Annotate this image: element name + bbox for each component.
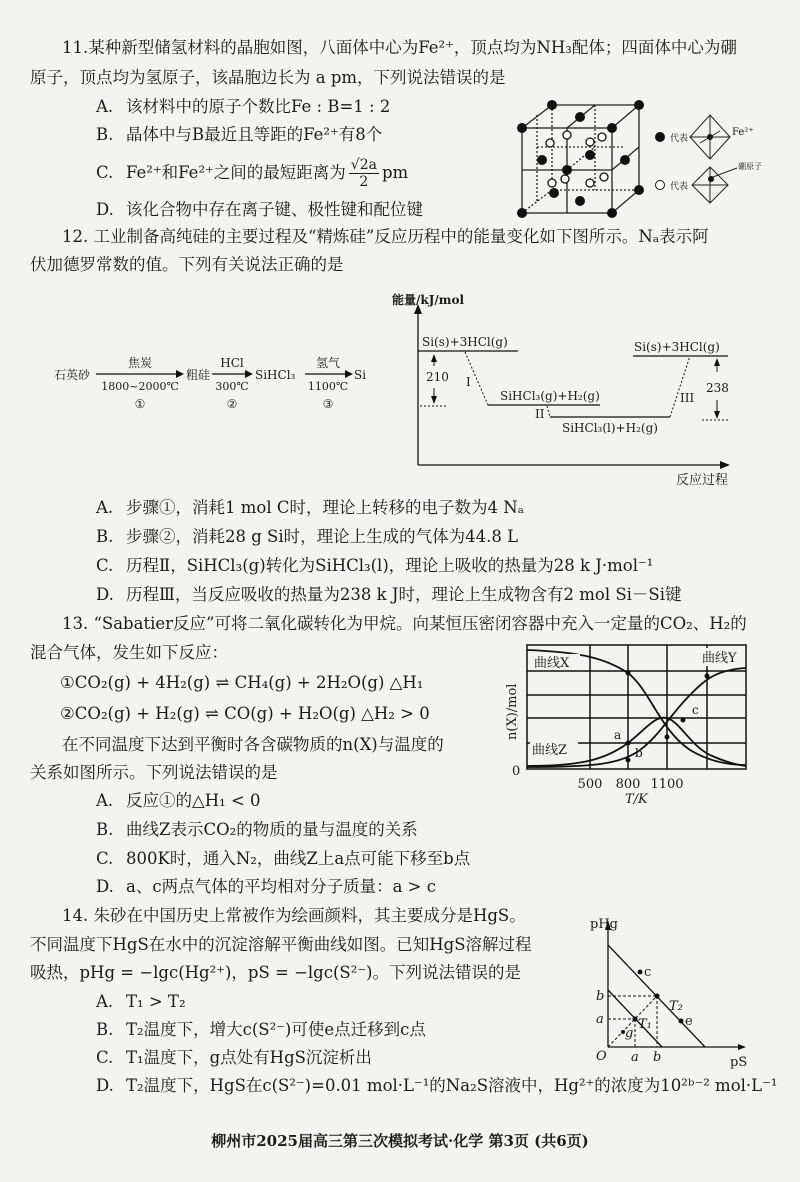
curve-y-label: 曲线Y [702,651,737,666]
curve-t1-label: T₁ [638,1017,652,1032]
energy-profile-diagram [390,290,750,490]
q14-stem-2: 不同温度下HgS在水中的沉淀溶解平衡曲线如图。已知HgS溶解过程 [30,935,532,954]
point-b-label: b [635,746,643,760]
q14-stem-3: 吸热，pHg = −lgc(Hg²⁺)，pS = −lgc(S²⁻)。下列说法错误的是 [30,963,521,982]
option-text: 历程Ⅲ，当反应吸收的热量为238 k J时，理论上生成物含有2 mol Si－Si键 [126,585,682,604]
q13-stem-3: 在不同温度下达到平衡时各含碳物质的n(X)与温度的 [62,735,444,754]
step-iii-label: III [680,391,695,405]
step3-number: ③ [322,397,334,411]
option-label: A. [96,97,114,116]
option-text: 该化合物中存在离子键、极性键和配位键 [126,200,423,219]
q13-stem-cont: 混合气体，发生如下反应： [30,643,228,662]
step1-condition: 1800~2000℃ [101,380,179,393]
x-tick-a: a [631,1050,639,1065]
crystal-cell-diagram [512,95,792,225]
legend-label: 代表 [670,134,689,144]
q12-option-c [96,555,653,577]
curve-z-label: 曲线Z [532,743,568,758]
option-label: A. [96,498,114,517]
step3-reagent: 氢气 [315,356,341,370]
q12-option-d [96,584,682,606]
page-footer: 柳州市2025届高三第三次模拟考试·化学 第3页 (共6页) [211,1132,589,1150]
scheme-sihcl3: SiHCl₃ [255,368,296,382]
option-text: 反应①的△H₁ < 0 [126,791,261,810]
q14-option-d [96,1075,777,1097]
scheme-crude-si: 粗硅 [186,368,211,382]
step-i-label: I [466,375,471,389]
x-tick-label: 500 [577,777,603,792]
x-axis-label: pS [730,1055,748,1070]
legend-fe: Fe²⁺ [732,127,754,138]
q11-stem-cont: 原子，顶点均为氢原子，该晶胞边长为 a pm，下列说法错误的是 [30,68,506,87]
q13-stem: 13. “Sabatier反应”可将二氧化碳转化为甲烷。向某恒压密闭容器中充入一定量的CO₂、H₂的 [62,614,747,633]
q13-option-d [96,876,436,898]
hollow-circle-icon [656,181,665,190]
option-text: a、c两点气体的平均相对分子质量：a > c [126,877,436,896]
fraction-denominator: 2 [359,174,369,190]
option-label: B. [96,527,114,546]
step3-condition: 1100℃ [307,380,349,393]
q11-option-a [96,96,390,118]
level-left-label: Si(s)+3HCl(g) [422,335,508,349]
option-label: D. [96,585,114,604]
unit: pm [381,163,409,182]
scheme-start: 石英砂 [54,368,91,382]
silicon-process-scheme [50,350,390,420]
option-label: A. [96,992,114,1011]
option-text: Fe²⁺和Fe²⁺之间的最短距离为 [126,163,346,182]
q12-stem: 12. 工业制备高纯硅的主要过程及“精炼硅”反应历程中的能量变化如下图所示。Nₐ表示阿 [62,227,709,246]
step1-number: ① [134,397,146,411]
option-text: T₁ > T₂ [126,992,186,1011]
option-text: 该材料中的原子个数比Fe : B=1 : 2 [126,97,391,116]
q12-option-a [96,497,524,519]
y-tick-b: b [596,989,605,1004]
q13-option-b [96,819,418,841]
level-gas-label: SiHCl₃(g)+H₂(g) [500,389,600,403]
delta-e1-label: 210 [426,370,449,384]
temperature-nx-diagram [490,640,790,820]
option-label: C. [96,163,114,182]
option-text: 晶体中与B最近且等距的Fe²⁺有8个 [126,125,383,144]
step2-number: ② [226,397,238,411]
option-text: 步骤②，消耗28 g Si时，理论上生成的气体为44.8 L [126,527,519,546]
y-axis-label: pHg [590,917,618,932]
fraction-numerator: √2a [350,157,377,173]
option-text: 曲线Z表示CO₂的物质的量与温度的关系 [126,820,418,839]
option-text: T₂温度下，增大c(S²⁻)可使e点迁移到c点 [126,1020,426,1039]
q14-option-c [96,1047,372,1069]
x-tick-label: 1100 [650,777,684,792]
y-tick-a: a [596,1012,604,1027]
curve-t2-label: T₂ [669,999,683,1014]
q13-option-c [96,848,470,870]
option-text: 步骤①，消耗1 mol C时，理论上转移的电子数为4 Nₐ [126,498,525,517]
option-label: C. [96,556,114,575]
option-label: B. [96,125,114,144]
curve-x-label: 曲线X [534,656,570,671]
q13-stem-4: 关系如图所示。下列说法错误的是 [30,763,278,782]
q14-option-b [96,1019,426,1041]
option-label: A. [96,791,114,810]
origin-label: O [596,1049,607,1064]
scheme-end: Si [354,368,367,382]
point-c-label: c [644,965,652,980]
q11-stem: 11.某种新型储氢材料的晶胞如图，八面体中心为Fe²⁺，顶点均为NH₃配体；四面体中心为硼 [62,38,737,57]
q11-option-c [96,155,408,191]
filled-circle-icon [655,132,665,142]
option-text: 800K时，通入N₂，曲线Z上a点可能下移至b点 [126,849,471,868]
x-axis-label: 反应过程 [675,473,728,488]
option-label: D. [96,877,114,896]
option-label: C. [96,1048,114,1067]
point-c-label: c [692,703,699,717]
fraction [349,157,379,190]
q11-option-d [96,199,423,221]
y-axis-label: n(X)/mol [505,683,520,740]
legend-label: 代表 [670,182,689,192]
delta-e3-label: 238 [706,381,729,395]
level-right-label: Si(s)+3HCl(g) [634,340,720,354]
point-e-label: e [685,1014,693,1029]
origin-label: 0 [512,764,521,779]
step1-reagent: 焦炭 [127,356,153,370]
option-label: B. [96,1020,114,1039]
x-tick-label: 800 [615,777,641,792]
option-text: T₁温度下，g点处有HgS沉淀析出 [126,1048,372,1067]
q11-option-b [96,124,382,146]
step2-reagent: HCl [220,356,244,370]
q13-equation-2: ②CO₂(g) + H₂(g) ⇌ CO(g) + H₂O(g) △H₂ > 0 [60,704,430,723]
dissolution-equilibrium-diagram [580,910,760,1070]
step2-condition: 300℃ [215,380,249,393]
level-liquid-label: SiHCl₃(l)+H₂(g) [562,421,658,435]
q12-option-b [96,526,518,548]
q13-option-a [96,790,261,812]
q14-option-a [96,991,186,1013]
option-label: B. [96,820,114,839]
x-tick-b: b [653,1050,662,1065]
option-text: 历程Ⅱ，SiHCl₃(g)转化为SiHCl₃(l)，理论上吸收的热量为28 k J·mol⁻¹ [126,556,654,575]
q13-equation-1: ①CO₂(g) + 4H₂(g) ⇌ CH₄(g) + 2H₂O(g) △H₁ [60,673,424,692]
q14-stem: 14. 朱砂在中国历史上常被作为绘画颜料，其主要成分是HgS。 [62,906,526,925]
option-label: C. [96,849,114,868]
option-label: D. [96,1076,114,1095]
q12-stem-cont: 伏加德罗常数的值。下列有关说法正确的是 [30,255,344,274]
y-axis-label: 能量/kJ/mol [392,293,465,307]
point-a-label: a [614,728,622,742]
x-axis-label: T/K [625,792,648,807]
option-text: T₂温度下，HgS在c(S²⁻)=0.01 mol·L⁻¹的Na₂S溶液中，Hg²⁺的浓度为10²ᵇ⁻² mol·L⁻¹ [126,1076,778,1095]
step-ii-label: II [535,407,545,421]
option-label: D. [96,200,114,219]
point-g-label: g [625,1026,634,1041]
legend-boron: 硼原子 [738,162,762,171]
